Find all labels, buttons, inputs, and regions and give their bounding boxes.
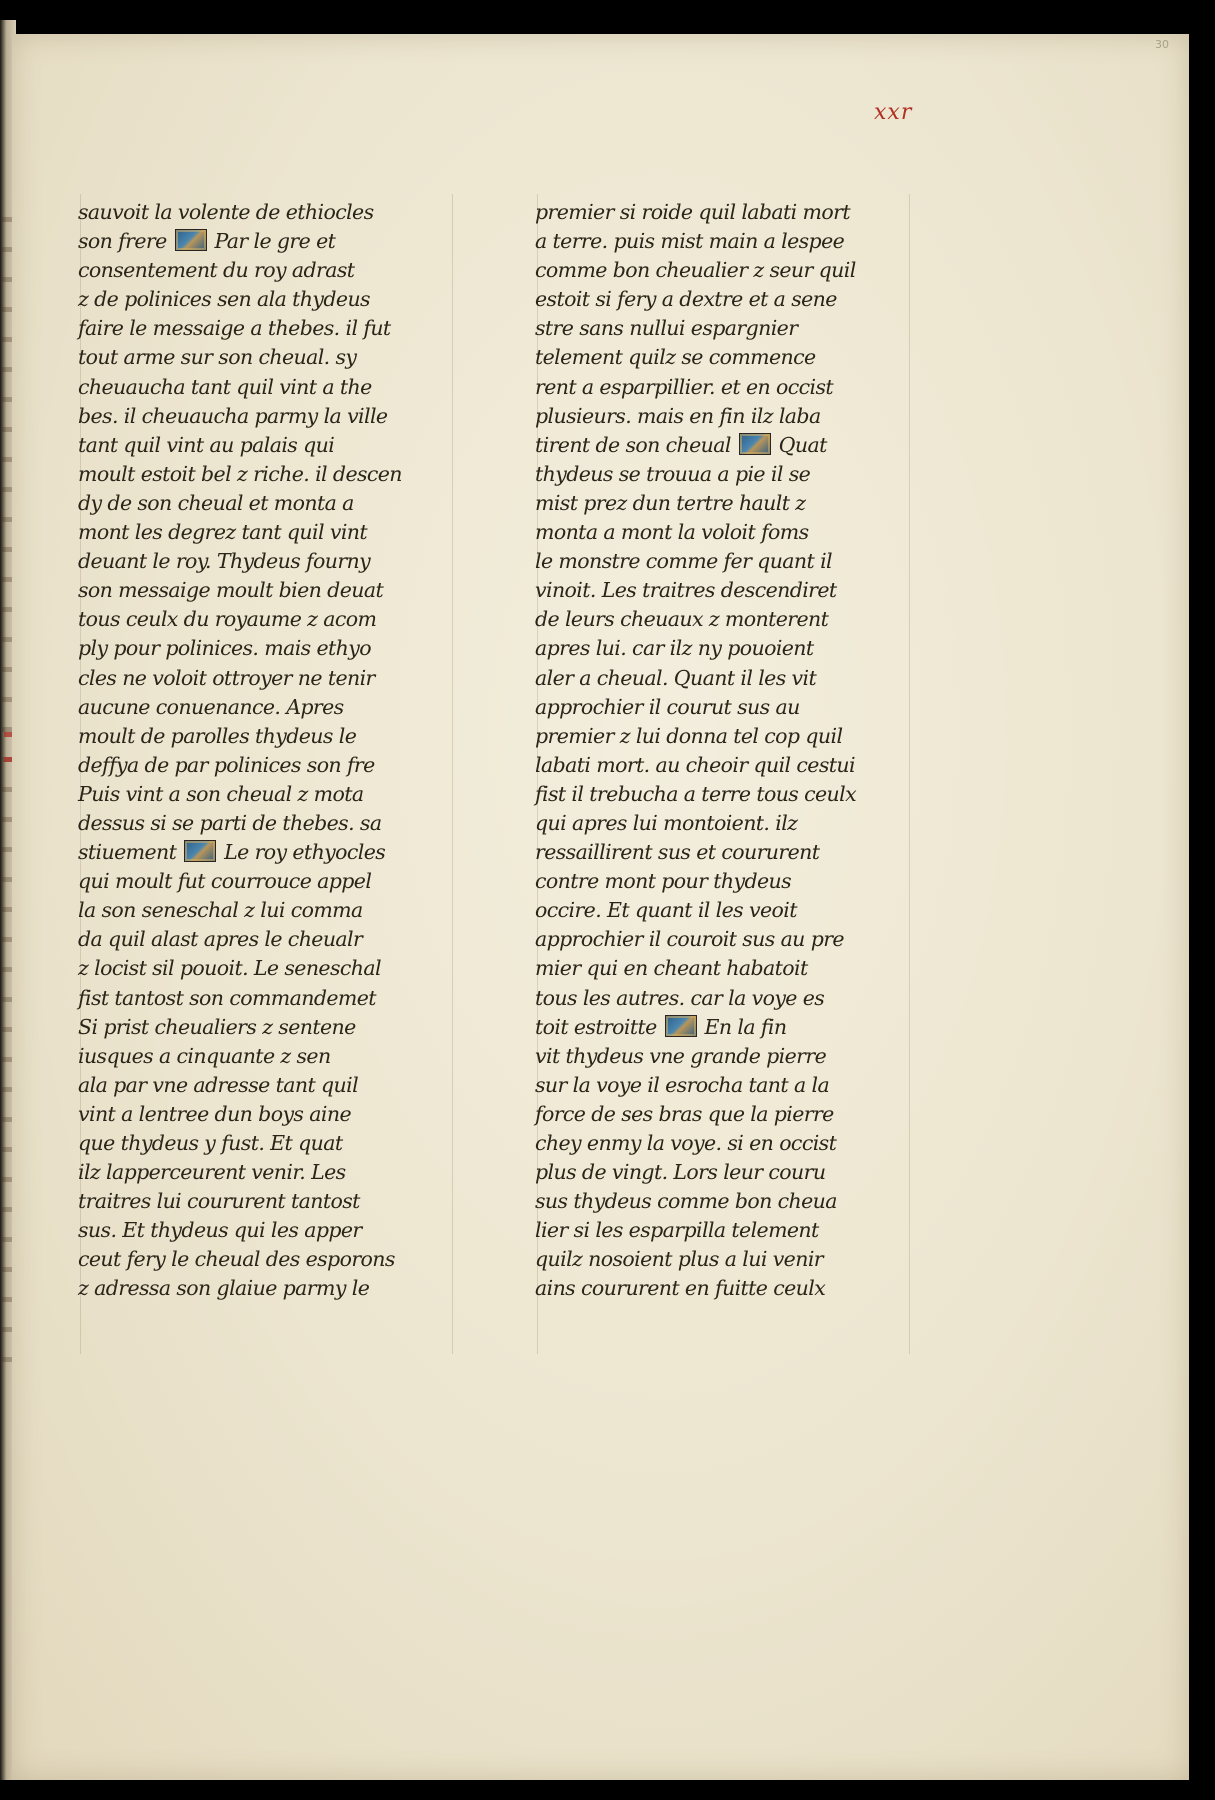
text-segment: z adressa son glaiue parmy le (78, 1276, 370, 1301)
text-line (78, 460, 468, 489)
text-segment: labati mort. au cheoir quil cestui (535, 752, 855, 777)
text-segment: tous les autres. car la voye es (535, 985, 825, 1010)
text-segment: apres lui. car ilz ny pouoient (535, 636, 814, 661)
text-segment: sus thydeus comme bon cheua (535, 1189, 837, 1214)
text-line (78, 431, 468, 460)
text-line (535, 664, 925, 693)
text-segment: ressaillirent sus et coururent (535, 840, 820, 865)
illuminated-initial-icon (665, 1015, 697, 1037)
text-column-left (78, 198, 468, 1304)
text-segment: rent a esparpillier. et en occist (535, 374, 834, 399)
text-line (535, 984, 925, 1013)
text-line (535, 634, 925, 663)
text-line (535, 460, 925, 489)
text-segment: chey enmy la voye. si en occist (535, 1131, 837, 1155)
text-line (535, 373, 925, 402)
text-segment: moult estoit bel z riche. il descen (78, 461, 402, 486)
text-line (78, 1274, 468, 1303)
text-segment: ply pour polinices. mais ethyo (78, 636, 372, 661)
text-segment: tout arme sur son cheual. sy (78, 345, 357, 370)
text-line (78, 1245, 468, 1274)
text-segment: sur la voye il esrocha tant a la (535, 1072, 830, 1097)
text-segment: premier si roide quil labati mort (535, 200, 850, 224)
text-segment: approchier il couroit sus au pre (535, 927, 844, 952)
text-line (535, 925, 925, 954)
text-line (78, 373, 468, 402)
text-segment: cheuaucha tant quil vint a the (78, 374, 372, 399)
text-segment: da quil alast apres le cheualr (78, 927, 363, 952)
text-line (535, 1216, 925, 1245)
text-line (535, 1274, 925, 1303)
text-segment: vit thydeus vne grande pierre (535, 1043, 827, 1068)
text-segment: toit estroitte (535, 1014, 663, 1039)
text-segment: que thydeus y fust. Et quat (78, 1131, 343, 1155)
text-segment: premier z lui donna tel cop quil (535, 723, 843, 748)
manuscript-page (12, 34, 1189, 1780)
text-line (78, 1042, 468, 1071)
text-segment: fist tantost son commandemet (78, 985, 376, 1010)
text-line (535, 867, 925, 896)
text-segment: ceut fery le cheual des esporons (78, 1247, 395, 1272)
text-line (535, 1100, 925, 1129)
text-line (78, 867, 468, 896)
text-line (535, 343, 925, 372)
text-segment: estoit si fery a dextre et a sene (535, 287, 837, 312)
text-line (78, 1216, 468, 1245)
text-segment: stre sans nullui espargnier (535, 316, 798, 341)
text-line (78, 693, 468, 722)
text-line (535, 576, 925, 605)
text-segment: Puis vint a son cheual z mota (78, 781, 364, 806)
text-segment: contre mont pour thydeus (535, 869, 792, 894)
text-segment: sus. Et thydeus qui les apper (78, 1218, 362, 1243)
text-segment: occire. Et quant il les veoit (535, 898, 797, 923)
text-segment: son messaige moult bien deuat (78, 578, 384, 603)
text-segment: aucune conuenance. Apres (78, 694, 344, 719)
text-line (535, 1042, 925, 1071)
text-line (535, 751, 925, 780)
text-segment: la son seneschal z lui comma (78, 898, 363, 923)
text-segment: tant quil vint au palais qui (78, 432, 335, 457)
text-segment: ains coururent en fuitte ceulx (535, 1276, 826, 1301)
text-line (78, 954, 468, 983)
text-segment: ala par vne adresse tant quil (78, 1072, 359, 1097)
text-segment: z locist sil pouoit. Le seneschal (78, 956, 381, 981)
text-segment: moult de parolles thydeus le (78, 723, 357, 748)
text-line (535, 431, 925, 460)
text-line (78, 984, 468, 1013)
text-segment: telement quilz se commence (535, 345, 816, 370)
text-line (78, 1071, 468, 1100)
text-segment: dy de son cheual et monta a (78, 490, 354, 515)
text-segment: En la fin (698, 1014, 787, 1039)
text-segment: qui moult fut courrouce appel (78, 869, 372, 894)
text-segment: de leurs cheuaux z monterent (535, 607, 829, 632)
text-line (78, 343, 468, 372)
text-segment: plus de vingt. Lors leur couru (535, 1160, 826, 1185)
text-line (535, 954, 925, 983)
running-head: xxr (874, 100, 913, 125)
text-line (535, 693, 925, 722)
text-line (78, 634, 468, 663)
text-line (78, 751, 468, 780)
text-line (78, 838, 468, 867)
text-line (78, 518, 468, 547)
text-segment: z de polinices sen ala thydeus (78, 287, 370, 312)
text-line (535, 722, 925, 751)
text-line (535, 809, 925, 838)
text-line (78, 1187, 468, 1216)
text-line (535, 547, 925, 576)
text-line (535, 896, 925, 925)
text-line (535, 838, 925, 867)
text-segment: stiuement (78, 840, 183, 865)
text-line (535, 1071, 925, 1100)
text-segment: monta a mont la voloit foms (535, 520, 809, 545)
text-line (78, 314, 468, 343)
text-segment: aler a cheual. Quant il les vit (535, 665, 817, 690)
text-segment: mier qui en cheant habatoit (535, 956, 808, 981)
text-segment: lier si les esparpilla telement (535, 1218, 819, 1243)
text-segment: Quat (772, 432, 827, 457)
text-segment: thydeus se trouua a pie il se (535, 461, 811, 486)
text-line (78, 285, 468, 314)
text-segment: force de ses bras que la pierre (535, 1101, 834, 1126)
text-line (78, 1158, 468, 1187)
text-line (535, 1245, 925, 1274)
text-line (535, 518, 925, 547)
text-segment: ilz lapperceurent venir. Les (78, 1160, 346, 1185)
text-line (535, 285, 925, 314)
text-segment: bes. il cheuaucha parmy la ville (78, 403, 388, 428)
text-segment: Le roy ethyocles (218, 840, 386, 865)
text-line (78, 198, 468, 227)
illuminated-initial-icon (739, 433, 771, 455)
text-segment: consentement du roy adrast (78, 258, 355, 283)
text-line (78, 227, 468, 256)
text-line (535, 1187, 925, 1216)
text-line (78, 605, 468, 634)
text-line (78, 780, 468, 809)
text-segment: mist prez dun tertre hault z (535, 490, 806, 515)
text-line (78, 664, 468, 693)
text-segment: sauvoit la volente de ethiocles (78, 200, 374, 224)
text-line (78, 576, 468, 605)
text-line (535, 402, 925, 431)
text-line (78, 925, 468, 954)
text-segment: iusques a cinquante z sen (78, 1043, 331, 1068)
text-segment: qui apres lui montoient. ilz (535, 810, 798, 835)
text-line (78, 1100, 468, 1129)
text-segment: a terre. puis mist main a lespee (535, 229, 845, 254)
text-line (535, 1013, 925, 1042)
text-segment: tous ceulx du royaume z acom (78, 607, 377, 632)
text-line (78, 722, 468, 751)
folio-number: 30 (1155, 38, 1169, 51)
illuminated-initial-icon (184, 840, 216, 862)
text-segment: cles ne voloit ottroyer ne tenir (78, 665, 375, 690)
text-column-right (535, 198, 925, 1304)
text-segment: plusieurs. mais en fin ilz laba (535, 403, 821, 428)
text-segment: son frere (78, 229, 173, 254)
text-line (535, 256, 925, 285)
text-segment: deuant le roy. Thydeus fourny (78, 549, 371, 574)
text-segment: quilz nosoient plus a lui venir (535, 1247, 823, 1272)
text-line (535, 198, 925, 227)
text-segment: tirent de son cheual (535, 432, 737, 457)
text-line (78, 547, 468, 576)
text-line (78, 489, 468, 518)
text-line (535, 780, 925, 809)
text-segment: deffya de par polinices son fre (78, 752, 375, 777)
text-segment: le monstre comme fer quant il (535, 549, 832, 574)
text-segment: comme bon cheualier z seur quil (535, 258, 856, 283)
text-segment: fist il trebucha a terre tous ceulx (535, 781, 857, 806)
text-segment: dessus si se parti de thebes. sa (78, 810, 382, 835)
text-line (535, 227, 925, 256)
text-segment: faire le messaige a thebes. il fut (78, 316, 391, 341)
text-line (535, 489, 925, 518)
text-line (78, 402, 468, 431)
text-segment: vinoit. Les traitres descendiret (535, 578, 837, 603)
text-line (535, 314, 925, 343)
text-line (78, 1013, 468, 1042)
illuminated-initial-icon (175, 229, 207, 251)
text-segment: approchier il courut sus au (535, 694, 800, 719)
text-line (535, 605, 925, 634)
text-segment: mont les degrez tant quil vint (78, 520, 368, 545)
text-line (535, 1129, 925, 1158)
text-line (535, 1158, 925, 1187)
text-segment: Par le gre et (208, 229, 336, 254)
text-segment: traitres lui coururent tantost (78, 1189, 360, 1214)
text-line (78, 256, 468, 285)
text-line (78, 809, 468, 838)
text-segment: Si prist cheualiers z sentene (78, 1014, 356, 1039)
text-line (78, 1129, 468, 1158)
text-segment: vint a lentree dun boys aine (78, 1101, 351, 1126)
text-line (78, 896, 468, 925)
